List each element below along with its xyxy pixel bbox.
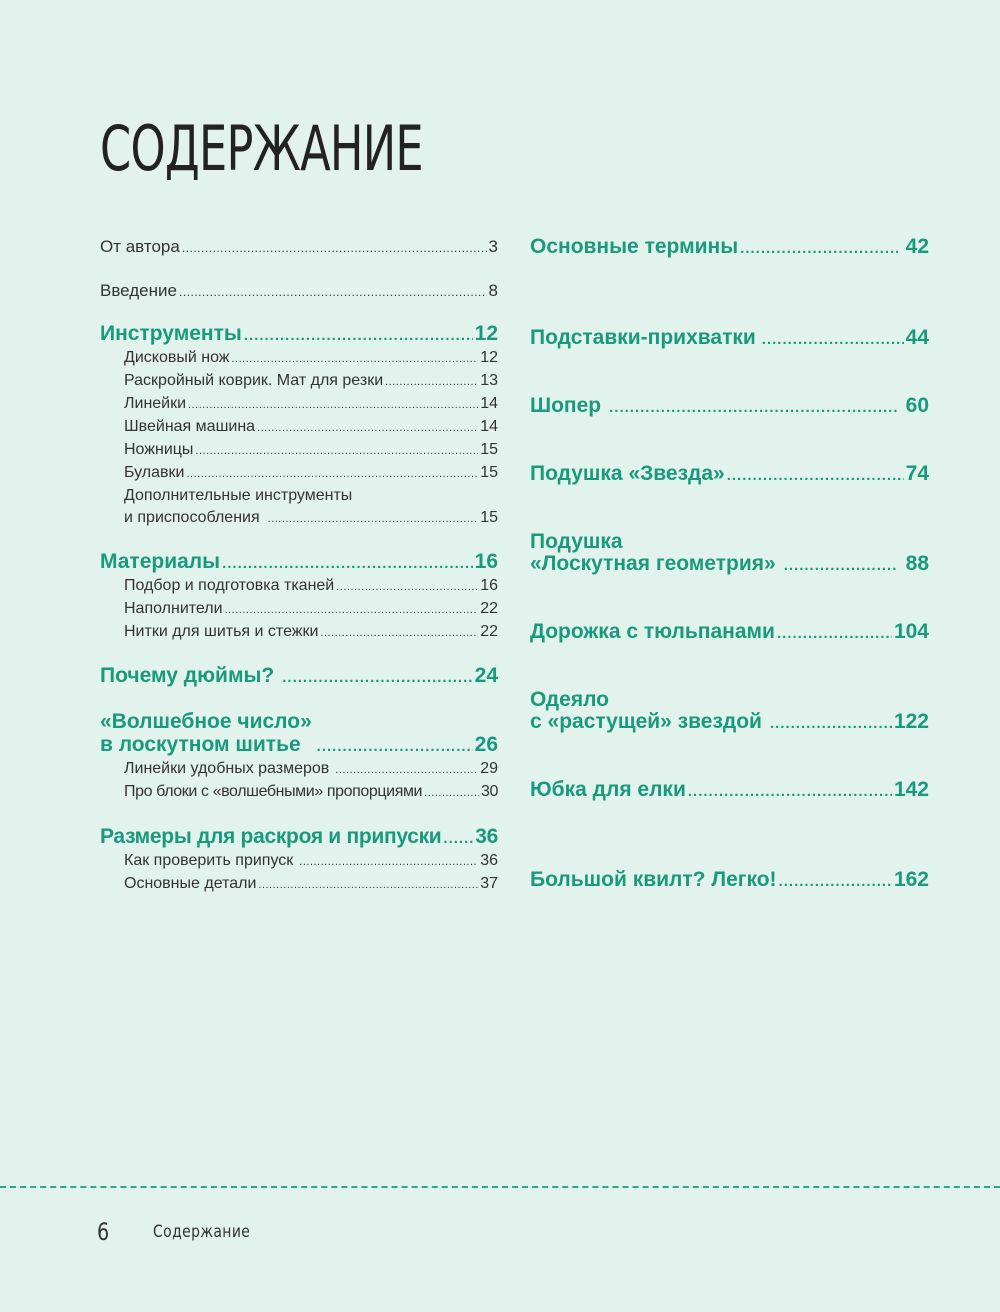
toc-entry-page: 3 bbox=[488, 237, 498, 256]
footer-running-title: Содержание bbox=[153, 1222, 251, 1242]
dot-leader bbox=[335, 758, 478, 781]
toc-section-page: 24 bbox=[474, 664, 498, 687]
toc-subentry-page: 13 bbox=[480, 372, 498, 389]
toc-section-page: 88 bbox=[905, 552, 929, 575]
toc-subentry-label: Линейки удобных размеров bbox=[124, 760, 330, 777]
toc-section-tools[interactable] bbox=[100, 322, 498, 347]
toc-subentry-label: Ножницы bbox=[124, 441, 194, 458]
toc-subentry-page: 14 bbox=[480, 418, 498, 435]
toc-subentry[interactable] bbox=[100, 393, 498, 416]
toc-section-geometry-pillow[interactable] bbox=[530, 553, 929, 577]
toc-entry-label: Введение bbox=[100, 281, 177, 300]
toc-section-page: 74 bbox=[905, 462, 929, 485]
toc-subentry-label: Линейки bbox=[124, 395, 187, 412]
toc-subentry-page: 16 bbox=[480, 577, 498, 594]
toc-subentry-label: Наполнители bbox=[124, 600, 223, 617]
toc-section-label: Основные термины bbox=[530, 235, 739, 258]
dot-leader bbox=[222, 550, 473, 575]
toc-section-blanket[interactable] bbox=[530, 711, 929, 735]
toc-section-terms[interactable] bbox=[530, 236, 929, 260]
toc-subentry[interactable] bbox=[100, 575, 498, 598]
toc-section-page: 162 bbox=[893, 868, 929, 891]
toc-section-sizes[interactable] bbox=[100, 825, 498, 850]
toc-section-page: 16 bbox=[474, 550, 498, 573]
toc-section-label: Размеры для раскроя и припуски bbox=[100, 825, 442, 848]
toc-subentry[interactable] bbox=[100, 873, 498, 896]
dot-leader bbox=[609, 395, 898, 419]
toc-section-page: 104 bbox=[893, 620, 929, 643]
toc-entry-page: 8 bbox=[488, 281, 498, 300]
footer-dashed-rule bbox=[0, 1186, 1000, 1188]
toc-section-star-pillow[interactable] bbox=[530, 463, 929, 487]
toc-section-label: в лоскутном шитье bbox=[100, 733, 301, 756]
toc-subentry[interactable] bbox=[100, 462, 498, 485]
dot-leader bbox=[727, 463, 904, 487]
toc-section-geometry-line1[interactable]: Подушка bbox=[530, 530, 623, 553]
dot-leader bbox=[244, 322, 473, 347]
toc-entry-from-author[interactable] bbox=[100, 236, 498, 258]
toc-section-label: Подставки-прихватки bbox=[530, 326, 756, 349]
toc-section-quilt[interactable] bbox=[530, 869, 929, 893]
toc-subentry-page: 15 bbox=[480, 509, 498, 526]
toc-section-blanket-line1[interactable]: Одеяло bbox=[530, 688, 609, 711]
toc-section-label: Дорожка с тюльпанами bbox=[530, 620, 775, 643]
toc-section-page: 60 bbox=[905, 394, 929, 417]
toc-section-page: 142 bbox=[893, 778, 929, 801]
toc-subentry[interactable] bbox=[100, 347, 498, 370]
dot-leader bbox=[179, 280, 487, 303]
dot-leader bbox=[688, 779, 892, 803]
toc-subentry[interactable] bbox=[100, 598, 498, 621]
toc-subentry-page: 37 bbox=[480, 875, 498, 892]
toc-section-page: 36 bbox=[475, 825, 498, 848]
toc-section-label: Почему дюймы? bbox=[100, 664, 275, 687]
toc-subentry-label: Основные детали bbox=[124, 875, 257, 892]
toc-subentry[interactable] bbox=[100, 781, 498, 804]
dot-leader bbox=[182, 236, 487, 259]
toc-right-column bbox=[530, 232, 929, 893]
dot-leader bbox=[385, 370, 478, 393]
toc-section-label: Подушка «Звезда» bbox=[530, 462, 725, 485]
dot-leader bbox=[257, 416, 478, 439]
dot-leader bbox=[232, 347, 479, 370]
toc-subentry[interactable] bbox=[100, 621, 498, 644]
toc-subentry-page: 22 bbox=[480, 600, 498, 617]
toc-section-label: с «растущей» звездой bbox=[530, 710, 762, 733]
toc-entry-label: От автора bbox=[100, 237, 180, 256]
toc-section-label: Шопер bbox=[530, 394, 602, 417]
dot-leader bbox=[317, 733, 473, 758]
toc-section-materials[interactable] bbox=[100, 550, 498, 575]
dot-leader bbox=[282, 664, 472, 689]
dot-leader bbox=[762, 327, 904, 351]
toc-subentry-page: 30 bbox=[481, 783, 498, 800]
dot-leader bbox=[195, 439, 478, 462]
dot-leader bbox=[268, 507, 479, 530]
toc-section-tulips[interactable] bbox=[530, 621, 929, 645]
dot-leader bbox=[779, 869, 892, 893]
toc-subentry-extra-line1[interactable]: Дополнительные инструменты bbox=[124, 487, 353, 504]
toc-subentry-page: 22 bbox=[480, 623, 498, 640]
toc-section-potholders[interactable] bbox=[530, 327, 929, 351]
dot-leader bbox=[336, 575, 478, 598]
toc-subentry-label: Про блоки с «волшебными» пропорциями bbox=[124, 783, 423, 800]
toc-subentry-label: Как проверить припуск bbox=[124, 852, 294, 869]
toc-subentry-label: Булавки bbox=[124, 464, 185, 481]
toc-subentry[interactable] bbox=[100, 439, 498, 462]
toc-subentry-page: 14 bbox=[480, 395, 498, 412]
dot-leader bbox=[225, 598, 479, 621]
dot-leader bbox=[784, 553, 898, 577]
toc-subentry-label: Подбор и подготовка тканей bbox=[124, 577, 335, 594]
toc-section-magic[interactable] bbox=[100, 733, 498, 758]
dot-leader bbox=[186, 462, 478, 485]
toc-section-page: 26 bbox=[474, 733, 498, 756]
toc-entry-introduction[interactable] bbox=[100, 280, 498, 302]
dot-leader bbox=[770, 711, 892, 735]
dot-leader bbox=[777, 621, 892, 645]
toc-subentry-label: Швейная машина bbox=[124, 418, 256, 435]
toc-subentry-page: 36 bbox=[480, 852, 498, 869]
toc-section-page: 42 bbox=[905, 235, 929, 258]
dot-leader bbox=[188, 393, 478, 416]
toc-section-label: «Лоскутная геометрия» bbox=[530, 552, 776, 575]
toc-section-shopper[interactable] bbox=[530, 395, 929, 419]
toc-section-page: 12 bbox=[474, 322, 498, 345]
dot-leader bbox=[740, 236, 897, 260]
toc-subentry[interactable] bbox=[100, 758, 498, 781]
toc-subentry-label: и приспособления bbox=[124, 509, 260, 526]
toc-subentry-page: 15 bbox=[480, 441, 498, 458]
toc-subentry-page: 29 bbox=[480, 760, 498, 777]
toc-section-skirt[interactable] bbox=[530, 779, 929, 803]
toc-section-page: 44 bbox=[905, 326, 929, 349]
toc-subentry[interactable] bbox=[100, 370, 498, 393]
page-title: СОДЕРЖАНИЕ bbox=[100, 112, 423, 185]
toc-subentry-extra[interactable] bbox=[100, 507, 498, 530]
dot-leader bbox=[443, 825, 473, 850]
toc-subentry[interactable] bbox=[100, 850, 498, 873]
dot-leader bbox=[258, 873, 478, 896]
toc-section-label: Юбка для елки bbox=[530, 778, 686, 801]
toc-subentry-page: 12 bbox=[480, 349, 498, 366]
dot-leader bbox=[424, 781, 479, 804]
toc-section-magic-line1[interactable]: «Волшебное число» bbox=[100, 710, 312, 733]
toc-section-label: Большой квилт? Легко! bbox=[530, 868, 777, 891]
toc-subentry-label: Нитки для шитья и стежки bbox=[124, 623, 319, 640]
toc-section-label: Инструменты bbox=[100, 322, 242, 345]
footer-page-number: 6 bbox=[97, 1218, 110, 1246]
dot-leader bbox=[299, 850, 478, 873]
toc-subentry-label: Раскройный коврик. Мат для резки bbox=[124, 372, 384, 389]
toc-subentry-page: 15 bbox=[480, 464, 498, 481]
toc-subentry[interactable] bbox=[100, 416, 498, 439]
toc-section-inches[interactable] bbox=[100, 664, 498, 689]
dot-leader bbox=[320, 621, 478, 644]
toc-left-column bbox=[100, 234, 498, 896]
toc-section-label: Материалы bbox=[100, 550, 221, 573]
toc-subentry-label: Дисковый нож bbox=[124, 349, 230, 366]
toc-section-page: 122 bbox=[893, 710, 929, 733]
